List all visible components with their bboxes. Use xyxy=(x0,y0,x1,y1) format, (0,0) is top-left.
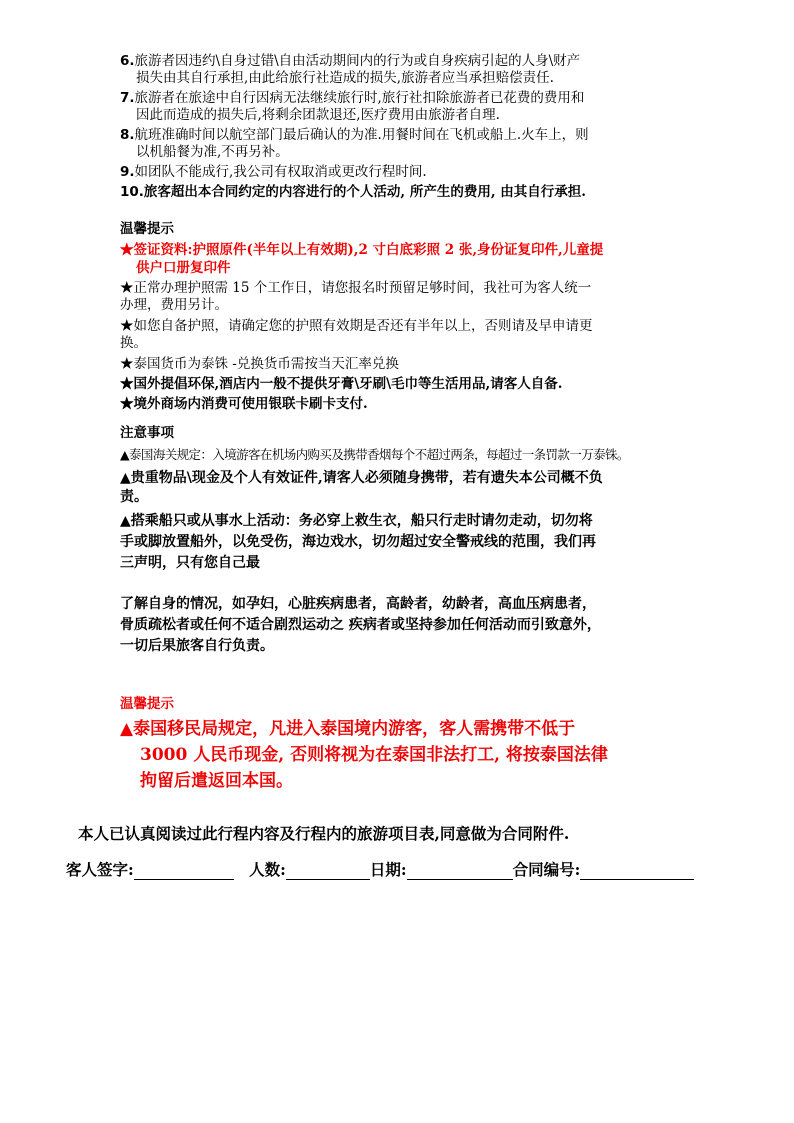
note-health-cont: 骨质疏松者或任何不适合剧烈运动之 疾病者或坚持参加任何活动而引致意外， xyxy=(120,617,601,633)
tip-toiletries: ★国外提倡环保,酒店内一般不提供牙膏\牙刷\毛巾等生活用品,请客人自备. xyxy=(120,376,563,392)
immigration-rule-cont: 拘留后遣返回本国。 xyxy=(140,771,293,791)
people-count-label: 人数: xyxy=(249,860,286,879)
note-valuables-cont: 责。 xyxy=(120,489,148,505)
term-text: 航班准确时间以航空部门最后确认的为准.用餐时间在飞机或船上.火车上，则 xyxy=(134,127,589,143)
tip-passport-time-cont: 办理，费用另计。 xyxy=(120,297,228,313)
date-label: 日期: xyxy=(369,860,407,879)
tip-passport-validity: ★如您自备护照，请确定您的护照有效期是否还有半年以上，否则请及早申请更 xyxy=(120,318,593,334)
tip-passport-validity-cont: 换。 xyxy=(120,335,147,351)
note-health-cont: 一切后果旅客自行负责。 xyxy=(120,638,274,654)
term-text: 旅游者因违约\自身过错\自由活动期间内的行为或自身疾病引起的人身\财产 xyxy=(134,53,581,69)
immigration-tips-section xyxy=(120,695,680,794)
immigration-rule-cont: 3000 人民币现金, 否则将视为在泰国非法打工, 将按泰国法律 xyxy=(140,745,608,765)
visa-requirements: ★签证资料:护照原件(半年以上有效期),2 寸白底彩照 2 张,身份证复印件,儿童提 xyxy=(120,242,604,258)
term-number: 9. xyxy=(120,164,135,180)
notes-section xyxy=(120,424,680,657)
term-6 xyxy=(120,53,680,70)
term-text: 如团队不能成行,我公司有权取消或更改行程时间. xyxy=(134,164,427,180)
contract-number-field[interactable] xyxy=(580,863,694,880)
tip-unionpay: ★境外商场内消费可使用银联卡刷卡支付. xyxy=(120,396,368,412)
tips-section xyxy=(120,220,680,413)
guest-signature-label: 客人签字: xyxy=(66,860,134,879)
signature-row xyxy=(66,858,694,880)
note-water-activity: ▲搭乘船只或从事水上活动：务必穿上救生衣，船只行走时请勿走动，切勿将 xyxy=(120,513,593,529)
notes-heading: 注意事项 xyxy=(120,425,174,441)
contract-number-label: 合同编号: xyxy=(512,860,581,879)
note-customs: ▲泰国海关规定：入境游客在机场内购买及携带香烟每个不超过两条，每超过一条罚款一万泰铢。 xyxy=(120,447,629,462)
term-text: 旅游者在旅途中自行因病无法继续旅行时,旅行社扣除旅游者已花费的费用和 xyxy=(134,90,585,106)
immigration-tips-heading: 温馨提示 xyxy=(120,696,174,712)
tip-passport-time: ★正常办理护照需 15 个工作日，请您报名时预留足够时间，我社可为客人统一 xyxy=(120,280,592,296)
term-text: 旅客超出本合同约定的内容进行的个人活动, 所产生的费用, 由其自行承担. xyxy=(143,184,586,200)
term-text-cont: 以机船餐为准,不再另补。 xyxy=(136,144,289,160)
note-water-activity-cont: 三声明，只有您自己最 xyxy=(120,555,260,571)
guest-signature-field[interactable] xyxy=(134,863,234,880)
term-9 xyxy=(120,164,680,181)
note-water-activity-cont: 手或脚放置船外，以免受伤，海边戏水，切勿超过安全警戒线的范围，我们再 xyxy=(120,534,596,550)
term-text-cont: 损失由其自行承担,由此给旅行社造成的损失,旅游者应当承担赔偿责任. xyxy=(136,70,554,86)
people-count-field[interactable] xyxy=(286,863,370,880)
date-field[interactable] xyxy=(407,863,513,880)
term-7 xyxy=(120,90,680,107)
term-8 xyxy=(120,127,680,144)
term-number: 6. xyxy=(120,53,135,69)
immigration-rule: ▲泰国移民局规定，凡进入泰国境内游客，客人需携带不低于 xyxy=(120,719,576,739)
term-number: 8. xyxy=(120,127,135,143)
visa-requirements-cont: 供户口册复印件 xyxy=(136,260,231,276)
term-text-cont: 因此而造成的损失后,将剩余团款退还,医疗费用由旅游者自理. xyxy=(136,107,500,123)
term-10 xyxy=(120,184,680,201)
terms-list xyxy=(120,53,680,201)
term-number: 10. xyxy=(120,184,144,200)
note-valuables: ▲贵重物品\现金及个人有效证件,请客人必须随身携带，若有遗失本公司概不负 xyxy=(120,470,603,486)
note-health: 了解自身的情况，如孕妇，心脏疾病患者，高龄者，幼龄者，高血压病患者， xyxy=(120,596,596,612)
confirmation-statement: 本人已认真阅读过此行程内容及行程内的旅游项目表,同意做为合同附件. xyxy=(78,824,570,843)
term-number: 7. xyxy=(120,90,135,106)
tip-currency: ★泰国货币为泰铢 -兑换货币需按当天汇率兑换 xyxy=(120,356,399,372)
tips-heading: 温馨提示 xyxy=(120,221,174,237)
